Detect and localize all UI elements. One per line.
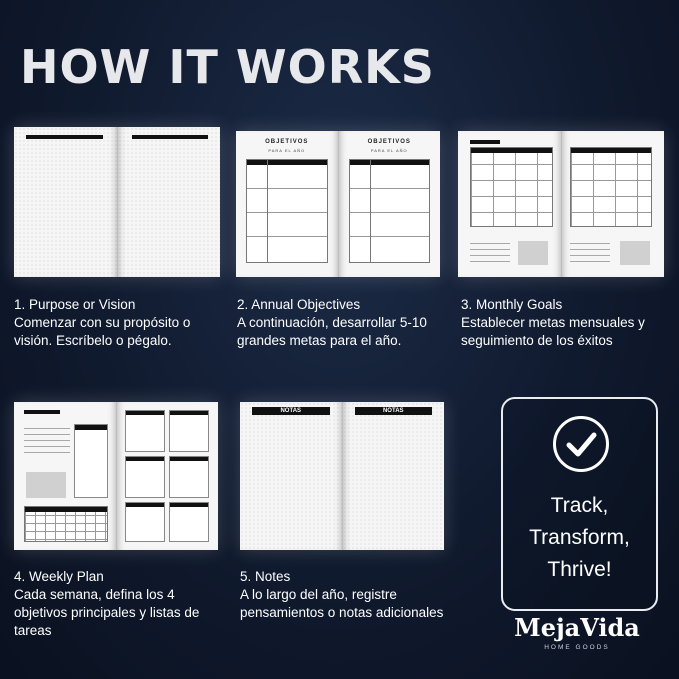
feature-box (501, 397, 658, 611)
tagline-thrive: Thrive! (547, 558, 612, 581)
book-right-page (562, 131, 665, 277)
book-monthly-goals (458, 131, 664, 277)
caption-line: A lo largo del año, registre (240, 587, 397, 602)
notes-header-bar (252, 407, 330, 415)
book-left-page (14, 402, 117, 550)
book-annual-objectives (236, 131, 440, 277)
notes-label: NOTAS (280, 408, 302, 414)
brand-logo (507, 613, 647, 651)
book-right-page (343, 402, 445, 550)
brand-name: MejaVida (514, 613, 640, 642)
header-bar (132, 135, 209, 139)
tagline-transform: Transform, (529, 526, 630, 549)
caption-line: tareas (14, 623, 52, 638)
para-el-ano-subtitle: PARA EL AÑO (370, 148, 408, 153)
calendar-grid (470, 147, 553, 227)
book-right-page (118, 127, 221, 277)
brand-subtitle: HOME GOODS (544, 644, 610, 651)
day-box (125, 456, 165, 498)
caption-line: visión. Escríbelo o pégalo. (14, 333, 172, 348)
caption-weekly-plan (14, 568, 199, 640)
caption-heading: 5. Notes (240, 569, 291, 584)
day-box (169, 502, 209, 542)
caption-annual-objectives (237, 296, 427, 350)
caption-heading: 3. Monthly Goals (461, 297, 563, 312)
book-weekly-plan (14, 402, 218, 550)
caption-line: Cada semana, defina los 4 (14, 587, 175, 602)
habit-tracker (24, 506, 108, 542)
book-left-page (236, 131, 339, 277)
caption-line: Comenzar con su propósito o (14, 315, 191, 330)
caption-line: objetivos principales y listas de (14, 605, 200, 620)
objetivos-title: OBJETIVOS (265, 139, 309, 145)
caption-heading: 2. Annual Objectives (237, 297, 361, 312)
notes-header-bar (355, 407, 433, 415)
tasks-box (74, 424, 108, 498)
day-box (169, 456, 209, 498)
day-box (125, 502, 165, 542)
caption-heading: 4. Weekly Plan (14, 569, 104, 584)
page-title: HOW IT WORKS (20, 40, 435, 94)
objectives-lines (24, 428, 70, 458)
caption-line: grandes metas para el año. (237, 333, 402, 348)
notes-label: NOTAS (382, 408, 404, 414)
book-left-page (458, 131, 562, 277)
book-right-page (117, 402, 219, 550)
notes-box (26, 472, 66, 498)
caption-line: Establecer metas mensuales y (461, 315, 645, 330)
goals-lines (570, 243, 610, 267)
book-purpose-vision (14, 127, 220, 277)
para-el-ano-subtitle: PARA EL AÑO (268, 148, 306, 153)
day-box (169, 410, 209, 452)
day-box (125, 410, 165, 452)
objectives-table (246, 159, 328, 263)
checkmark-circle-icon (553, 416, 609, 472)
tagline-track: Track, (550, 494, 609, 517)
caption-purpose-vision (14, 296, 190, 350)
objectives-table (349, 159, 431, 263)
notes-box (620, 241, 650, 265)
header-bar (26, 135, 103, 139)
caption-heading: 1. Purpose or Vision (14, 297, 136, 312)
book-notes (240, 402, 444, 550)
book-right-page (339, 131, 441, 277)
book-left-page (14, 127, 118, 277)
calendar-grid (570, 147, 653, 227)
caption-line: pensamientos o notas adicionales (240, 605, 444, 620)
objetivos-title: OBJETIVOS (367, 139, 411, 145)
notes-box (518, 241, 548, 265)
caption-notes (240, 568, 443, 622)
week-header-bar (24, 410, 60, 414)
goals-lines (470, 243, 510, 267)
month-header-bar (470, 140, 500, 144)
book-left-page (240, 402, 343, 550)
caption-line: seguimiento de los éxitos (461, 333, 613, 348)
caption-line: A continuación, desarrollar 5-10 (237, 315, 427, 330)
caption-monthly-goals (461, 296, 645, 350)
